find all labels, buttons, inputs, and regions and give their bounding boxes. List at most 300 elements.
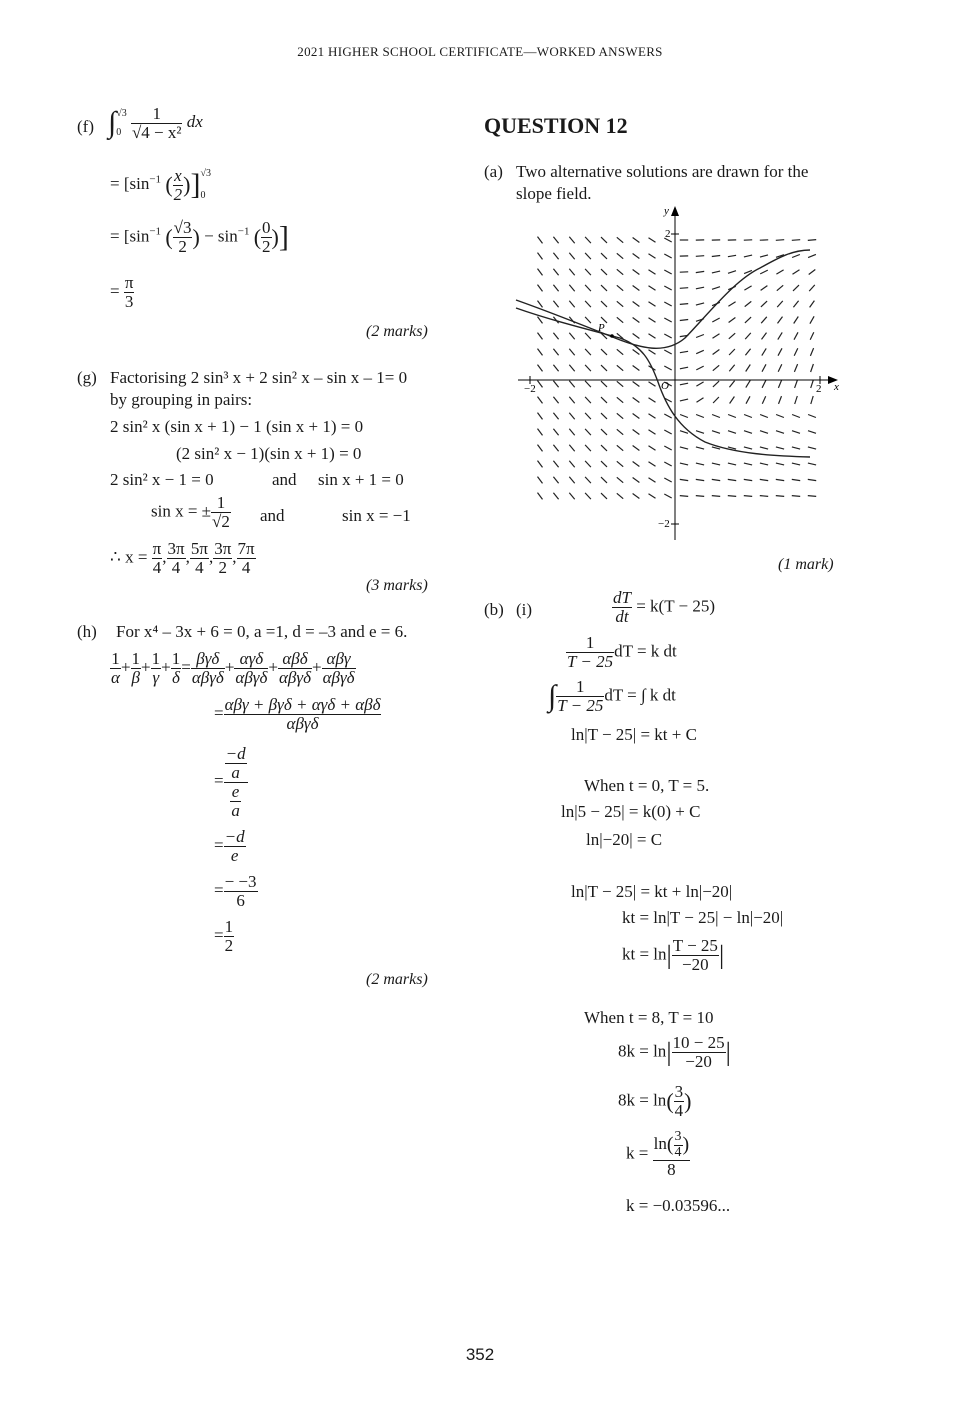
part-f-integral: ∫ √3 0 $\frac{1}{\text{√4 − x²}}$ dx <box>108 103 203 142</box>
h-line-1: For x⁴ – 3x + 6 = 0, a =1, d = –3 and e = 6. <box>116 622 408 641</box>
slope-dash <box>617 349 623 354</box>
slope-dash <box>585 285 591 291</box>
f-line4-den: 3 <box>124 291 134 311</box>
slope-dash <box>553 429 558 436</box>
slope-dash <box>794 348 798 356</box>
slope-dash <box>538 317 543 324</box>
slope-dash <box>809 285 815 291</box>
b1-num: dT <box>613 588 631 607</box>
f-integrand-den: √4 − x² <box>131 122 182 142</box>
slope-dash <box>585 349 591 355</box>
slope-dash <box>808 447 816 449</box>
f-line-2: = [$\sin^{-1}$ ( $\frac{x}{2}$ )] √3 0 <box>110 163 211 207</box>
slope-dash <box>680 367 688 369</box>
slope-dash <box>696 335 704 338</box>
slope-dash <box>680 479 688 480</box>
g-line-3: 2 sin² x (sin x + 1) − 1 (sin x + 1) = 0 <box>110 417 364 436</box>
slope-dash <box>697 398 704 402</box>
x-axis-label: x <box>834 381 839 393</box>
q12-a-marks: (1 mark) <box>778 556 834 573</box>
f-line2-num: x <box>174 165 182 185</box>
slope-dash <box>617 445 623 450</box>
slope-dash <box>633 286 640 291</box>
slope-dash <box>585 461 591 467</box>
slope-dash <box>633 398 640 403</box>
slope-dash <box>633 270 640 275</box>
slope-dash <box>553 301 558 308</box>
slope-dash <box>569 365 574 371</box>
slope-dash <box>601 461 607 467</box>
slope-dash <box>601 269 607 275</box>
g-sol-3-den: 4 <box>195 557 204 577</box>
slope-dash <box>712 287 720 290</box>
part-h-label: (h) <box>77 622 97 641</box>
b-line-3: ∫ $\frac{1}{T - 25}$ dT = ∫ k dt <box>548 677 676 715</box>
slope-dash <box>538 493 543 500</box>
f-line2-text: = [sin <box>110 173 150 193</box>
slope-dash <box>649 430 656 434</box>
tick-label-y-neg: −2 <box>658 518 670 530</box>
slope-dash <box>538 461 543 468</box>
slope-dash <box>617 461 623 466</box>
slope-dash <box>633 430 640 435</box>
slope-dash <box>585 237 591 243</box>
slope-dash <box>538 333 543 340</box>
b-line-6: ln|5 − 25| = k(0) + C <box>561 802 701 821</box>
page-header: 2021 HIGHER SCHOOL CERTIFICATE—WORKED ANSWERS <box>297 44 663 59</box>
b1-den: dt <box>615 606 629 626</box>
h-step3-n1: −d <box>225 744 246 763</box>
f-integrand-num: 1 <box>131 105 183 124</box>
slope-dash <box>569 269 574 275</box>
slope-dash <box>811 364 814 372</box>
g-sol-2-den: 4 <box>171 557 181 577</box>
f-lower-limit: 0 <box>116 127 122 138</box>
g-marks: (3 marks) <box>366 577 428 594</box>
h-step6-num: 1 <box>224 917 234 936</box>
h-lhs-4-num: 1 <box>171 649 181 668</box>
slope-dash <box>617 285 623 290</box>
b-line-2 <box>566 634 677 671</box>
slope-dash <box>776 431 784 434</box>
slope-dash <box>810 348 813 356</box>
slope-dash <box>761 317 767 323</box>
slope-dash <box>712 271 720 273</box>
point-p-label: P <box>598 322 605 334</box>
slope-dash <box>601 285 607 291</box>
g-sol-4-num: 3π <box>214 539 232 558</box>
b14-num-n: 3 <box>674 1129 682 1144</box>
page-number: 352 <box>465 1345 495 1364</box>
slope-dash <box>601 365 607 371</box>
slope-dash <box>553 461 558 468</box>
slope-dash <box>728 463 736 465</box>
slope-dash <box>585 365 591 371</box>
slope-dash <box>569 493 574 499</box>
slope-dash <box>664 462 671 466</box>
g-line-5c: sin x + 1 = 0 <box>318 470 404 489</box>
slope-dash <box>680 399 688 401</box>
slope-dash <box>809 270 816 275</box>
slope-dash <box>760 463 768 465</box>
slope-dash <box>585 445 591 451</box>
slope-dash <box>585 253 591 259</box>
h-step3-n2: a <box>231 762 240 782</box>
slope-dash <box>778 332 782 339</box>
slope-dash <box>713 365 719 370</box>
h-step3-d1: e <box>231 781 240 801</box>
tick-label-y-pos: 2 <box>665 228 671 240</box>
slope-dash <box>762 380 766 388</box>
slope-dash <box>601 413 607 419</box>
slope-dash <box>649 494 656 498</box>
slope-dash <box>538 445 543 452</box>
h-step5-den: 6 <box>236 890 245 910</box>
g-sol-5-num: 7π <box>237 539 255 558</box>
b12-lhs: 8k = ln <box>618 1041 667 1061</box>
slope-dash <box>696 303 704 305</box>
g-sol-3-num: 5π <box>190 539 208 558</box>
b14-num-ln: ln <box>653 1134 667 1154</box>
slope-dash <box>811 380 814 388</box>
slope-dash <box>776 415 784 418</box>
f-marks: (2 marks) <box>366 323 428 340</box>
slope-dash <box>696 431 704 434</box>
slope-dash <box>633 238 640 243</box>
slope-dash <box>569 445 574 451</box>
f-line-4 <box>110 274 134 311</box>
slope-dash <box>617 253 623 258</box>
slope-dash <box>696 256 704 257</box>
slope-dash <box>617 269 623 274</box>
b13-den: 4 <box>674 1100 684 1120</box>
h-lhs-4-den: δ <box>172 667 180 687</box>
slope-dash <box>680 320 688 321</box>
h-sum-line: $\frac{1}{\alpha}$ + $\frac{1}{\beta}$ + $\frac{1}{\gamma}$ + $\frac{1}{\delta}$ = $\frac{\text{βγδ}}{\text{αβγδ}}$ + $\frac{\text{αγδ}}{\text{αβγδ}}$ + $\frac{\text{αβδ}}{\text{αβγδ}}$ + $\frac{\text{αβγ}}{\text{αβγδ}}$ <box>111 649 355 687</box>
slope-dash <box>553 237 558 244</box>
slope-dash <box>649 478 656 482</box>
g-line-2: by grouping in pairs: <box>110 390 253 409</box>
slope-dash <box>633 302 640 307</box>
slope-dash <box>617 237 623 242</box>
slope-dash <box>553 285 558 292</box>
slope-dash <box>553 253 558 260</box>
slope-dash <box>779 396 782 404</box>
slope-dash <box>761 301 767 307</box>
slope-dash <box>696 463 704 465</box>
slope-dash <box>680 431 688 434</box>
slope-dash <box>762 348 766 355</box>
slope-dash <box>538 381 543 388</box>
slope-dash <box>808 463 816 465</box>
slope-dash <box>728 255 736 256</box>
b14-lhs: k = <box>626 1143 649 1163</box>
slope-dash <box>585 301 591 307</box>
slope-dash <box>538 365 543 372</box>
slope-dash <box>744 447 752 449</box>
slope-dash <box>696 496 704 497</box>
origin-label: O <box>661 380 669 392</box>
g-line-7: ∴ x = $\frac{\pi}{4}$ , $\frac{3\pi}{4}$ , $\frac{5\pi}{4}$ , $\frac{3\pi}{2}$ , $\frac{7\pi}{4}$ <box>110 539 255 577</box>
slope-dash <box>729 365 734 371</box>
slope-dash <box>778 364 782 372</box>
slope-dash <box>810 316 814 323</box>
slope-dash <box>728 415 736 418</box>
slope-dash <box>696 271 704 272</box>
b-line-9: kt = ln|T − 25| − ln|−20| <box>622 908 784 927</box>
slope-dash <box>649 446 656 450</box>
slope-dash <box>538 413 543 420</box>
slope-dash <box>792 431 800 434</box>
slope-dash <box>810 301 815 308</box>
slope-dash <box>664 350 671 354</box>
slope-dash <box>728 271 736 274</box>
point-p-marker <box>610 334 614 338</box>
slope-dash <box>808 496 816 497</box>
tick-label-x-pos: 2 <box>816 383 822 395</box>
slope-dash <box>680 288 688 289</box>
slope-dash <box>760 496 768 497</box>
slope-dash <box>811 396 813 404</box>
slope-dash <box>664 286 671 290</box>
tick-label-x-neg: −2 <box>524 383 536 395</box>
slope-dash <box>713 350 720 355</box>
h-rhs-4-den: αβγδ <box>322 667 355 687</box>
slope-dash <box>664 366 671 370</box>
slope-dash <box>712 431 720 434</box>
slope-dash <box>776 479 784 480</box>
b-line-11: When t = 8, T = 10 <box>584 1008 714 1027</box>
slope-dash <box>664 334 671 338</box>
h-lhs-3-den: γ <box>152 667 160 687</box>
slope-dash <box>553 493 558 500</box>
slope-dash <box>553 381 558 388</box>
h-step-4: = $\frac{-d}{e}$ <box>214 827 245 865</box>
slope-dash <box>744 415 752 418</box>
slope-dash <box>696 447 704 449</box>
slope-dash <box>664 254 671 258</box>
g-line6-text: sin x = ± <box>151 501 212 521</box>
slope-dash <box>760 447 768 449</box>
slope-dash <box>569 253 574 259</box>
slope-dash <box>569 397 574 403</box>
slope-dash <box>808 479 816 480</box>
slope-dash <box>795 396 798 404</box>
q12-b-label: (b) <box>484 600 504 619</box>
slope-dash <box>760 270 768 274</box>
slope-dash <box>713 397 719 403</box>
slope-dash <box>538 285 543 292</box>
slope-dash <box>569 381 574 387</box>
g-sol-5-den: 4 <box>241 557 251 577</box>
h-rhs-4-num: αβγ <box>322 650 356 669</box>
slope-dash <box>712 463 720 465</box>
slope-dash <box>712 415 720 418</box>
slope-dash <box>712 318 719 322</box>
slope-dash <box>617 397 623 402</box>
slope-dash <box>776 463 784 465</box>
slope-dash <box>760 255 768 257</box>
slope-dash <box>793 285 799 291</box>
b14-den: 8 <box>667 1160 676 1180</box>
slope-dash <box>776 270 783 274</box>
y-axis-label: y <box>664 205 669 217</box>
slope-dash <box>792 415 800 418</box>
slope-dash <box>762 333 767 340</box>
slope-dash <box>538 237 543 244</box>
slope-dash <box>792 255 800 258</box>
slope-dash <box>649 254 656 258</box>
slope-dash <box>569 285 574 291</box>
slope-dash <box>712 479 720 480</box>
slope-dash <box>553 397 558 404</box>
f-line4-eq: = <box>110 281 120 301</box>
slope-dash <box>680 351 688 352</box>
slope-dash <box>601 253 607 259</box>
slope-dash <box>745 349 750 356</box>
g-line6-den: √2 <box>212 511 230 531</box>
slope-dash <box>746 380 750 387</box>
slope-dash <box>728 496 736 497</box>
q12-b-sub-label: (i) <box>516 600 533 619</box>
h-step-6: = $\frac{1}{2}$ <box>214 917 234 955</box>
f-line-3: = [$\sin^{-1}$ ( $\frac{√3}{2}$ ) − $\sin^{-1}$ ( $\frac{0}{2}$ )] <box>110 218 289 256</box>
slope-dash <box>569 477 574 483</box>
slope-dash <box>696 366 703 370</box>
slope-dash <box>712 496 720 497</box>
slope-dash <box>792 479 800 480</box>
slope-dash <box>538 269 543 276</box>
f-dx: dx <box>186 111 203 131</box>
slope-dash <box>553 349 558 356</box>
b-line-5: When t = 0, T = 5. <box>584 776 710 795</box>
y-axis-arrow-icon <box>671 206 679 216</box>
h-marks: (2 marks) <box>366 971 428 988</box>
slope-dash <box>569 333 574 339</box>
slope-dash <box>792 463 800 465</box>
slope-dash <box>649 382 656 386</box>
slope-dash <box>680 304 688 305</box>
b-line-7: ln|−20| = C <box>586 830 663 849</box>
q12-a-line-2: slope field. <box>516 184 592 203</box>
slope-dash <box>729 381 734 388</box>
slope-dash <box>793 270 800 275</box>
h-rhs-1-den: αβγδ <box>191 667 224 687</box>
slope-dash <box>728 479 736 480</box>
slope-dash <box>617 413 623 418</box>
slope-dash <box>810 332 814 340</box>
slope-dash <box>664 414 671 418</box>
slope-dash <box>633 350 640 355</box>
slope-dash <box>633 382 640 387</box>
slope-dash <box>569 349 574 355</box>
slope-dash <box>728 302 735 306</box>
slope-dash <box>745 317 751 323</box>
g-line-5b: and <box>272 470 297 489</box>
slope-dash <box>680 463 688 465</box>
slope-dash <box>553 445 558 452</box>
b10-num: T − 25 <box>672 936 718 955</box>
slope-dash <box>649 302 656 306</box>
slope-dash <box>585 397 591 403</box>
q12-a-line-1: Two alternative solutions are drawn for the <box>516 162 809 181</box>
slope-dash <box>649 270 656 274</box>
slope-dash <box>585 317 591 323</box>
part-g-label: (g) <box>77 368 97 387</box>
slope-dash <box>633 478 640 483</box>
slope-dash <box>569 301 574 307</box>
slope-dash <box>696 350 704 353</box>
g-sol-1-den: 4 <box>152 557 162 577</box>
slope-dash <box>680 415 688 418</box>
slope-dash <box>553 333 558 340</box>
f-line2-lower: 0 <box>200 190 206 201</box>
b-line-4: ln|T − 25| = kt + C <box>571 725 697 744</box>
h-lhs-2-den: β <box>131 667 141 687</box>
slope-dash <box>730 397 735 404</box>
slope-dash <box>760 415 768 418</box>
slope-dash <box>553 413 558 420</box>
slope-dash <box>793 301 798 308</box>
g-line-1: Factorising 2 sin³ x + 2 sin² x – sin x – 1= 0 <box>110 368 408 387</box>
slope-dash <box>538 349 543 356</box>
slope-dash <box>794 332 798 339</box>
slope-dash <box>792 240 800 241</box>
slope-dash <box>664 494 671 498</box>
slope-dash <box>633 446 640 451</box>
b-line-13: 8k = ln( $\frac{3}{4}$ ) <box>618 1082 692 1120</box>
b12-num: 10 − 25 <box>672 1033 725 1052</box>
g-sol-1-num: π <box>152 539 162 558</box>
b-line-14: k = ln( $\frac{3}{4}$ ) 8 <box>626 1129 690 1180</box>
b-line-10: kt = ln| $\frac{T - 25}{-20}$ | <box>622 936 725 974</box>
slope-dash <box>680 383 688 385</box>
b1-rhs: = k(T − 25) <box>636 596 716 616</box>
b3-num: 1 <box>556 678 604 697</box>
slope-dash <box>778 348 782 355</box>
slope-dash <box>664 430 671 434</box>
slope-dash <box>762 396 765 404</box>
h-step4-den: e <box>230 845 239 865</box>
slope-dash <box>585 413 591 419</box>
slope-dash <box>538 477 543 484</box>
slope-dash <box>744 255 752 257</box>
b3-den: T − 25 <box>557 695 604 715</box>
h-step-5: = $\frac{- -3}{6}$ <box>214 872 257 910</box>
slope-dash <box>617 477 623 482</box>
slope-dash <box>601 301 607 307</box>
slope-dash <box>762 364 766 371</box>
slope-dash <box>729 333 735 339</box>
f-line3-text-a: = [sin <box>110 226 150 246</box>
slope-dash <box>746 365 751 372</box>
slope-dash <box>729 318 736 323</box>
slope-dash <box>601 349 607 355</box>
slope-dash <box>744 496 752 497</box>
slope-dash <box>538 301 543 308</box>
b10-den: −20 <box>682 954 709 974</box>
slope-dash <box>794 364 797 372</box>
slope-dash <box>664 446 671 450</box>
slope-dash <box>617 493 623 498</box>
f-line3-den2: 2 <box>262 236 271 256</box>
slope-dash <box>649 350 656 354</box>
slope-dash <box>633 414 640 419</box>
slope-dash <box>649 318 656 322</box>
slope-dash <box>712 256 720 257</box>
slope-dash <box>778 380 781 388</box>
g-line-4: (2 sin² x − 1)(sin x + 1) = 0 <box>176 444 362 463</box>
